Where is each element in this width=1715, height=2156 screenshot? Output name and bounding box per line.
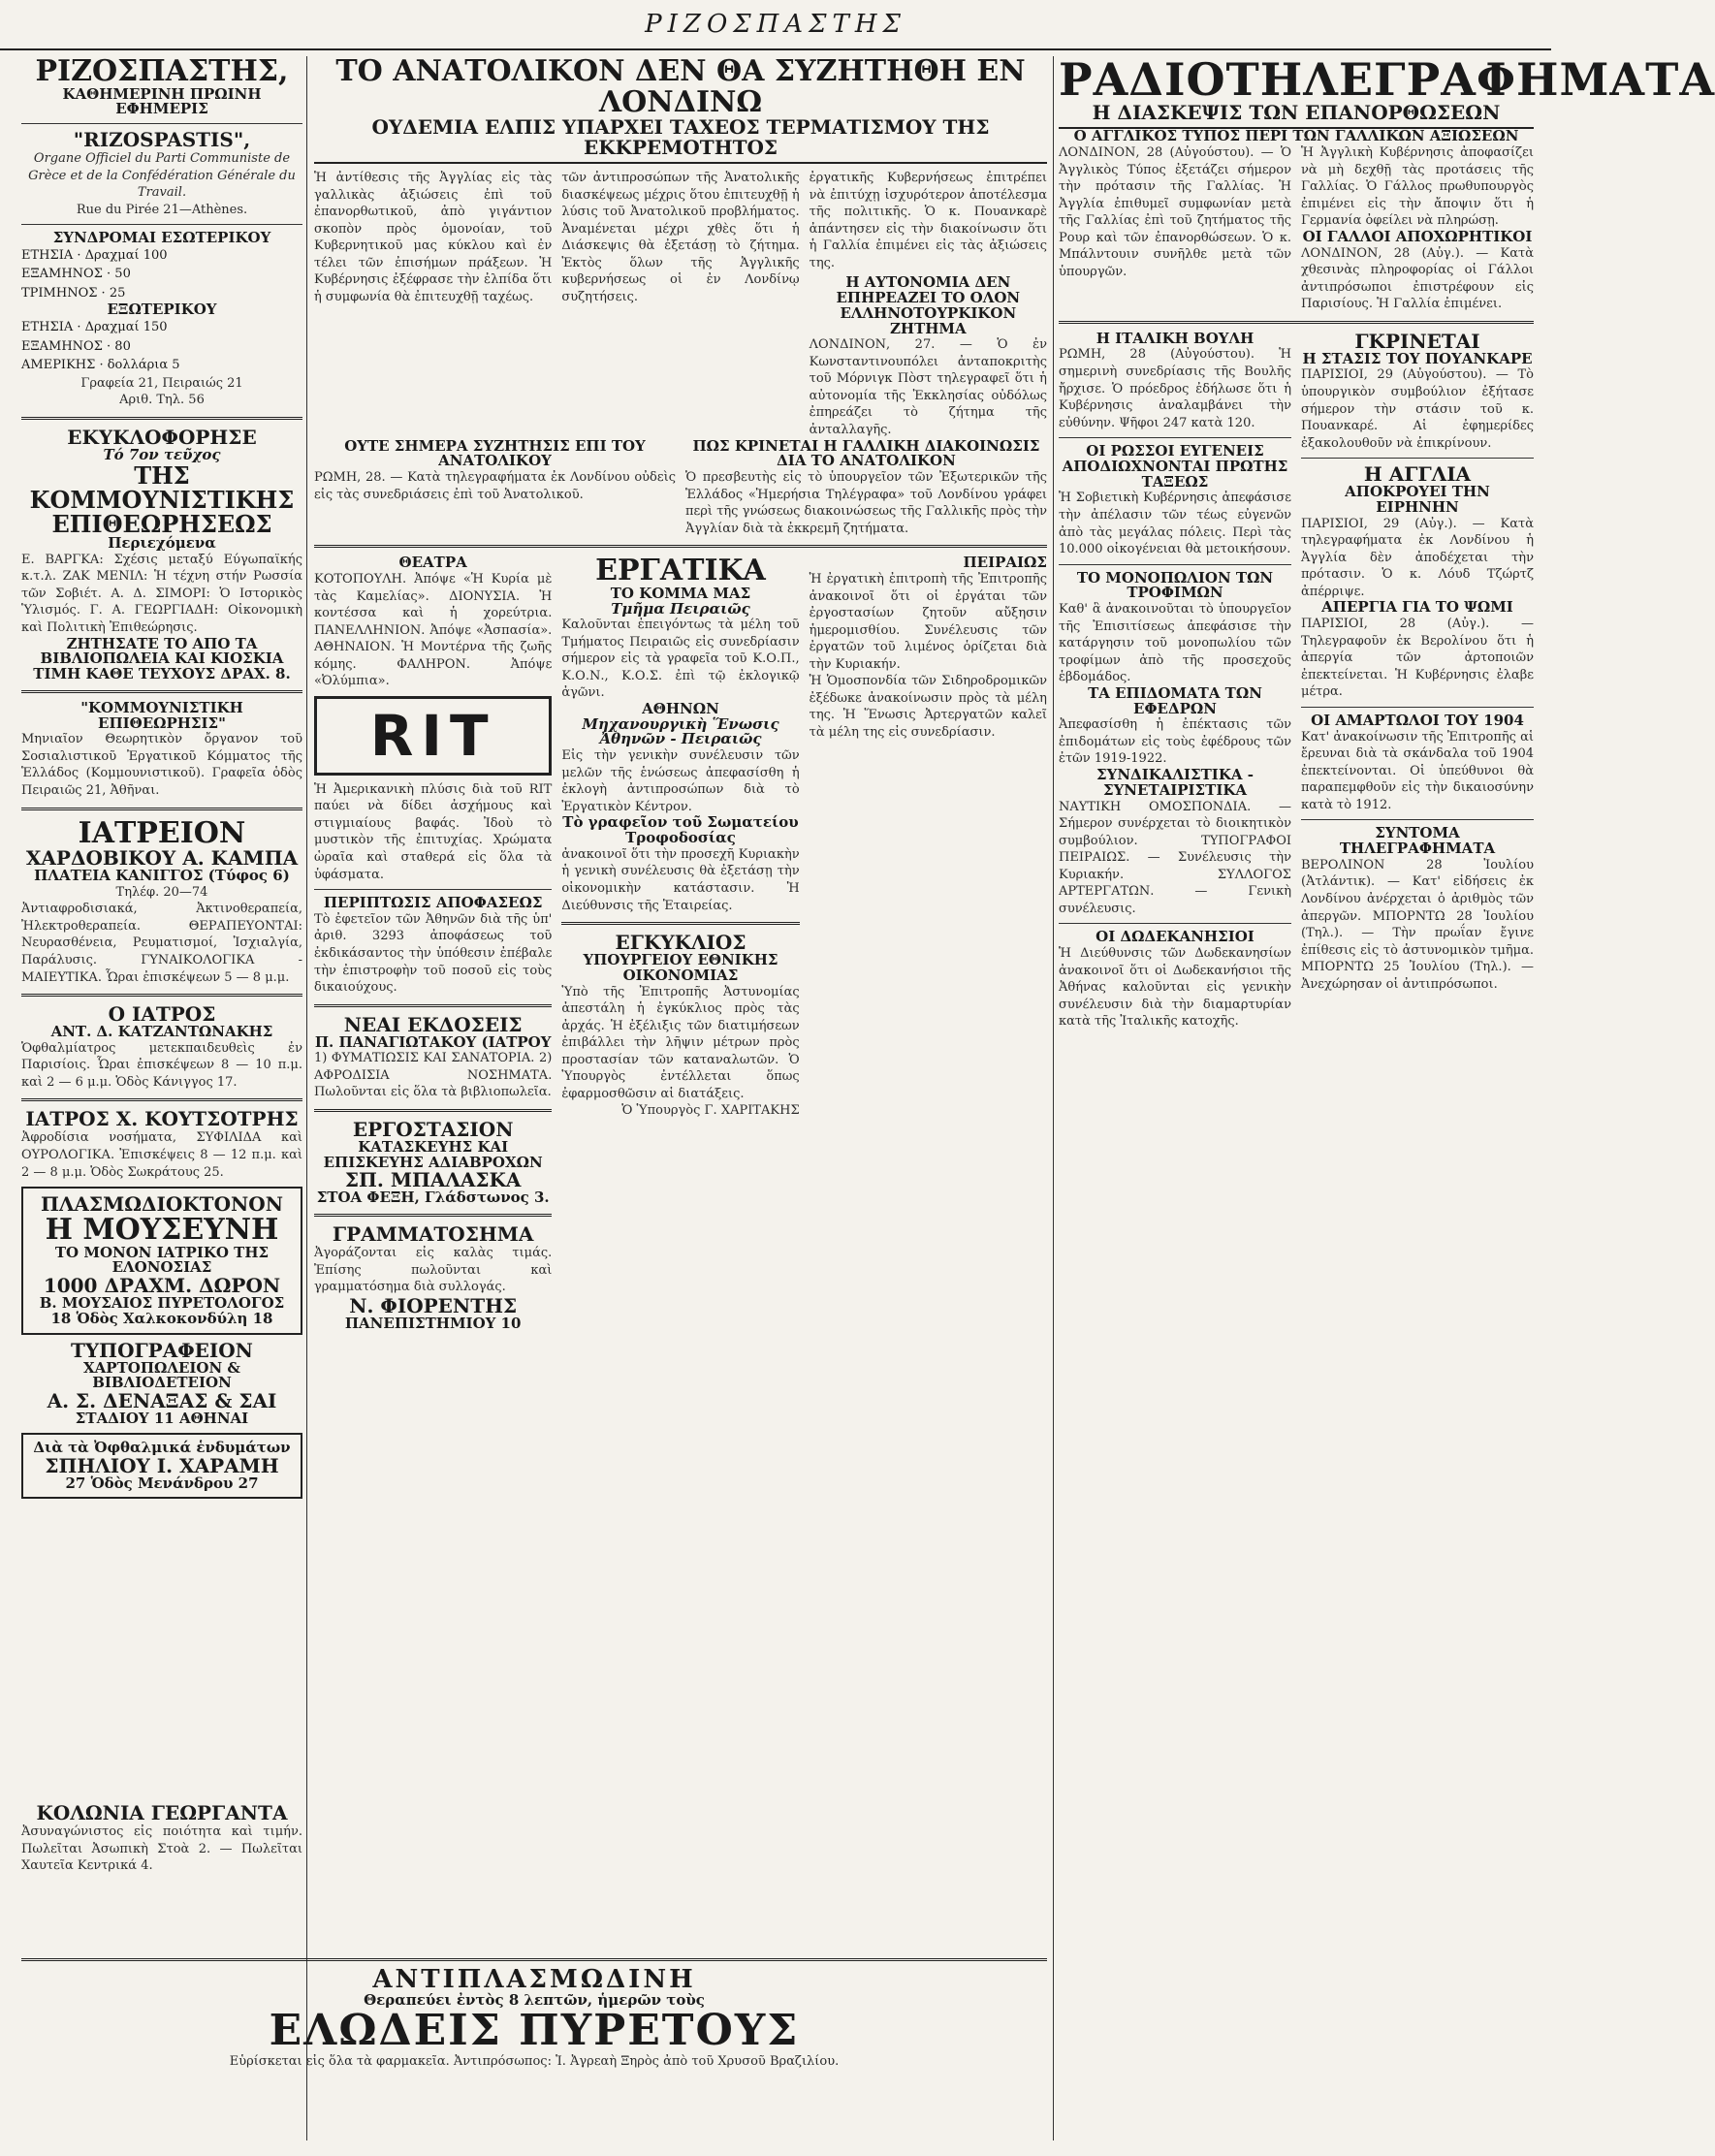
piraeus-body-b: Ἡ Ὁμοσπονδία τῶν Σιδηροδρομικῶν ἐξέδωκε ἀνακοίνωσιν πρὸς τὰ μέλη της. Ἡ Ἕνωσις Ἀρτεργατῶν καλεῖ τὰ μέλη της εἰς συνεδρίασιν. bbox=[809, 674, 1047, 740]
phone: Αριθ. Τηλ. 56 bbox=[119, 393, 205, 408]
circular-sub: ΥΠΟΥΡΓΕΙΟΥ ΕΘΝΙΚΗΣ ΟΙΚΟΝΟΜΙΑΣ bbox=[583, 951, 778, 984]
editions-body: 1) ΦΥΜΑΤΙΩΣΙΣ ΚΑΙ ΣΑΝΑΤΟΡΙΑ. 2) ΑΦΡΟΔΙΣΙΑ ΝΟΣΗΜΑΤΑ. Πωλοῦνται εἰς ὅλα τὰ βιβλιοπωλεῖα. bbox=[314, 1051, 553, 1100]
org-fr: Organe Officiel du Parti Communiste de Grèce et de la Confédération Générale du Travail. bbox=[28, 151, 296, 201]
labor-union-body: Εἰς τὴν γενικὴν συνέλευσιν τῶν μελῶν τῆς ἑνώσεως ἀπεφασίσθη ἡ ἐκλογὴ ἀντιπροσώπων διὰ τὸ Ἐργατικὸν Κέντρον. bbox=[561, 748, 800, 814]
print-head: ΤΥΠΟΓΡΑΦΕΙΟΝ bbox=[71, 1338, 253, 1362]
rome-line: ΡΩΜΗ, 28. — Κατὰ τηλεγραφήματα ἐκ Λονδίνου οὐδεὶς εἰς τὰς συνεδριάσεις ἐπὶ τοῦ Ἀνατολικοῦ. bbox=[314, 470, 676, 502]
workshop-sub: ΚΑΤΑΣΚΕΥΗΣ ΚΑΙ ΕΠΙΣΚΕΥΗΣ ΑΔΙΑΒΡΟΧΩΝ bbox=[323, 1137, 543, 1171]
print-name: ΧΑΡΤΟΠΩΛΕΙΟΝ & ΒΙΒΛΙΟΔΕΤΕΙΟΝ bbox=[83, 1358, 240, 1392]
review-sub: Τό 7ον τεῦχος bbox=[103, 445, 221, 463]
column-rule bbox=[1053, 56, 1054, 2140]
malaria-prize: 1000 ΔΡΑΧΜ. ΔΩΡΟΝ bbox=[43, 1274, 281, 1298]
paper-subtitle: ΚΑΘΗΜΕΡΙΝΗ ΠΡΩΙΝΗ ΕΦΗΜΕΡΙΣ bbox=[62, 84, 262, 118]
notice-head: "ΚΟΜΜΟΥΝΙΣΤΙΚΗ ΕΠΙΘΕΩΡΗΣΙΣ" bbox=[80, 698, 243, 732]
rit-logo: RIT bbox=[314, 696, 552, 776]
workshop-addr: ΣΤΟΑ ΦΕΞΗ, Γλάδστωνος 3. bbox=[316, 1189, 550, 1207]
poincare-sub: Η ΣΤΑΣΙΣ ΤΟΥ ΠΟΥΑΝΚΑΡΕ bbox=[1302, 349, 1533, 367]
seizure-body: Τὸ ἐφετεῖον τῶν Ἀθηνῶν διὰ τῆς ὑπ' ἀριθ. 3293 ἀποφάσεως τοῦ ἐκδικάσαντος τὴν ὑπόθεσιν ἐπέβαλε τὴν ἐπιστροφὴν τοῦ ποσοῦ εἰς τοὺς δικαιούχους. bbox=[314, 911, 553, 996]
review-title: ΤΗΣ ΚΟΜΜΟΥΝΙΣΤΙΚΗΣ ΕΠΙΘΕΩΡΗΣΕΩΣ bbox=[29, 460, 295, 538]
russians-body: Ἡ Σοβιετικὴ Κυβέρνησις ἀπεφάσισε τὴν ἀπέλασιν τῶν τέως εὐγενῶν ἀπὸ τὰς μεγάλας πόλεις. Περὶ τὰς 10.000 οἰκογένειαι θὰ μετοικήσουν. bbox=[1059, 491, 1291, 557]
main-subhead: ΟΥΔΕΜΙΑ ΕΛΠΙΣ ΥΠΑΡΧΕΙ ΤΑΧΕΟΣ ΤΕΡΜΑΤΙΣΜΟΥ ΤΗΣ ΕΚΚΡΕΜΟΤΗΤΟΣ bbox=[314, 117, 1047, 164]
subs-row: ΕΞΑΜΗΝΟΣ · 50 bbox=[21, 267, 131, 282]
tobacco-body: ἀνακοινοῖ ὅτι τὴν προσεχῆ Κυριακὴν ἡ γενικὴ συνέλευσις θὰ ἐξετάσῃ τὴν οἰκονομικὴν κατάστασιν. Ἡ Διεύθυνσις τῆς Ἑταιρείας. bbox=[561, 846, 800, 913]
radio-headline: ΡΑΔΙΟΤΗΛΕΓΡΑΦΗΜΑΤΑ bbox=[1059, 53, 1715, 106]
french-reply: ΛΟΝΔΙΝΟΝ, 28 (Αὐγ.). — Κατὰ χθεσινὰς πληροφορίας οἱ Γάλλοι ἀντιπρόσωποι ἐπιστρέφουν εἰς Παρισίους. Ἡ Γαλλία ἐπιμένει. bbox=[1301, 245, 1534, 312]
subs-row: ΕΞΑΜΗΝΟΣ · 80 bbox=[21, 338, 131, 354]
stamps-body: Ἀγοράζονται εἰς καλὰς τιμάς. Ἐπίσης πωλοῦνται καὶ γραμματόσημα διὰ συλλογάς. bbox=[314, 1246, 553, 1295]
labor-union-head: ΑΘΗΝΩΝ bbox=[642, 699, 719, 717]
poincare-head: ΓΚΡΙΝΕΤΑΙ bbox=[1354, 329, 1480, 353]
stamps-head: ΓΡΑΜΜΑΤΟΣΗΜΑ bbox=[332, 1222, 534, 1247]
cologne-body: Ἀσυναγώνιστος εἰς ποιότητα καὶ τιμήν. Πωλεῖται Ἀσωπικὴ Στοὰ 2. — Πωλεῖται Χαυτεῖα Κεντρικά 4. bbox=[21, 1824, 302, 1874]
unions-body: ΝΑΥΤΙΚΗ ΟΜΟΣΠΟΝΔΙΑ. — Σήμερον συνέρχεται τὸ διοικητικὸν συμβούλιον. ΤΥΠΟΓΡΑΦΟΙ ΠΕΙΡΑΙΩΣ. — Συνέλευσις τὴν Κυριακήν. ΣΥΛΛΟΓΟΣ ΑΡΤΕΡΓΑΤΩΝ. — Γενικὴ συνέλευσις. bbox=[1059, 799, 1291, 916]
lead-a: Ἡ ἀντίθεσις τῆς Ἀγγλίας εἰς τὰς γαλλικὰς ἀξιώσεις ἐπὶ τοῦ ἐπανορθωτικοῦ, ἀπὸ γιγάντιον σκοπὸν πρὸς ὁμονοίαν, τοῦ Κυβερνητικοῦ μας κύκλου καὶ ἐν τέλει τῶν ἐπισήμων πράξεων. Ἡ Κυβέρνησις ἐξέφρασε τὴν ἐλπίδα ὅτι ἡ συμφωνία θὰ ἐπιτευχθῇ ταχέως. bbox=[314, 171, 553, 304]
russians-head: ΟΙ ΡΩΣΣΟΙ ΕΥΓΕΝΕΙΣ bbox=[1086, 442, 1264, 460]
subs-row: ΕΤΗΣΙΑ · Δραχμαί 100 bbox=[21, 247, 168, 263]
stamps-addr: ΠΑΝΕΠΙΣΤΗΜΙΟΥ 10 bbox=[344, 1314, 522, 1332]
paper-title-fr: "RIZOSPASTIS", bbox=[73, 128, 251, 151]
lead-c: ἐργατικῆς Κυβερνήσεως ἐπιτρέπει νὰ ἐπιτύχῃ ἰσχυρότερον ἀποτέλεσμα τῆς πολιτικῆς. Ὁ κ. Πουανκαρὲ ἀπάντησεν εἰς τὴν διακοίνωσιν ὅτι ἡ Γαλλία ἐπιμένει εἰς τὰς ἀξιώσεις της. bbox=[809, 171, 1047, 270]
footer-line3: ΕΛΩΔΕΙΣ ΠΥΡΕΤΟΥΣ bbox=[269, 2006, 800, 2056]
cologne-head: ΚΟΛΩΝΙΑ ΓΕΩΡΓΑΝΤΑ bbox=[36, 1801, 288, 1824]
workshop-name: ΣΠ. ΜΠΑΛΑΣΚΑ bbox=[344, 1168, 522, 1192]
clinic-head: ΙΑΤΡΕΙΟΝ bbox=[78, 815, 246, 850]
doctor-name: ΑΝΤ. Δ. ΚΑΤΖΑΝΤΩΝΑΚΗΣ bbox=[50, 1023, 273, 1041]
masthead: ΡΙΖΟΣΠΑΣΤΗΣ bbox=[0, 0, 1551, 50]
radio-subhead: Η ΔΙΑΣΚΕΨΙΣ ΤΩΝ ΕΠΑΝΟΡΘΩΣΕΩΝ bbox=[1059, 103, 1534, 129]
no-debate-head: ΟΥΤΕ ΣΗΜΕΡΑ ΣΥΖΗΤΗΣΙΣ ΕΠΙ ΤΟΥ ΑΝΑΤΟΛΙΚΟΥ bbox=[344, 436, 646, 470]
circular-body: Ὑπὸ τῆς Ἐπιτροπῆς Ἀστυνομίας ἀπεστάλη ἡ ἐγκύκλιος πρὸς τὰς ἀρχάς. Ἡ ἐξέλιξις τῶν διατιμήσεων ἐπιβάλλει τὴν λῆψιν μέτρων πρὸς προστασίαν τῶν καταναλωτῶν. Ὁ Ὑπουργὸς ἐντέλλεται ὅπως ἐφαρμοσθῶσιν αἱ διατάξεις. bbox=[561, 984, 800, 1101]
poincare-body: ΠΑΡΙΣΙΟΙ, 29 (Αὐγούστου). — Τὸ ὑπουργικὸν συμβούλιον ἐξήτασε σήμερον τὴν στάσιν τοῦ κ. Πουανκαρέ. Αἱ ἐφημερίδες ἐξακολουθοῦν νὰ ἐπικρίνουν. bbox=[1301, 367, 1534, 451]
french-head: ΠΩΣ ΚΡΙΝΕΤΑΙ Η ΓΑΛΛΙΚΗ ΔΙΑΚΟΙΝΩΣΙΣ ΔΙΑ ΤΟ ΑΝΑΤΟΛΙΚΟΝ bbox=[692, 436, 1040, 470]
malaria-name: Η ΜΟΥΣΕΥΝΗ bbox=[45, 1213, 279, 1248]
circular-sign: Ὁ Ὑπουργὸς Γ. ΧΑΡΙΤΑΚΗΣ bbox=[621, 1103, 800, 1119]
footer-ad bbox=[21, 1958, 1047, 2071]
labor-body: Καλοῦνται ἐπειγόντως τὰ μέλη τοῦ Τμήματος Πειραιῶς εἰς συνεδρίασιν σήμερον εἰς τὰ γραφεῖα τοῦ Κ.Ο.Π., Κ.Ο.Ν., Κ.Ο.Σ. ἐπὶ τῷ ἐκλογικῷ ἀγῶνι. bbox=[561, 618, 800, 701]
labor-branch: Τμῆμα Πειραιῶς bbox=[611, 599, 750, 618]
footer-line1: ΑΝΤΙΠΛΑΣΜΩΔΙΝΗ bbox=[372, 1965, 696, 1994]
strike-head: ΑΠΕΡΓΙΑ ΓΙΑ ΤΟ ΨΩΜΙ bbox=[1321, 598, 1513, 617]
stamps-name: Ν. ΦΙΟΡΕΝΤΗΣ bbox=[349, 1293, 518, 1317]
french-body: Ὁ πρεσβευτὴς εἰς τὸ ὑπουργεῖον τῶν Ἐξωτερικῶν τῆς Ἑλλάδος «Ἡμερήσια Τηλέγραφα» τοῦ Λονδίνου γράφει περὶ τῆς γνώσεως διακοινώσεως τῆς Γαλλικῆς πρὸς τὴν Ἀγγλίαν διὰ τὰ ἐκκρεμῆ ζητήματα. bbox=[685, 470, 1047, 536]
sinners-head: ΟΙ ΑΜΑΡΤΩΛΟΙ ΤΟΥ 1904 bbox=[1311, 711, 1524, 729]
subs-foreign-head: ΕΞΩΤΕΡΙΚΟΥ bbox=[107, 301, 217, 319]
main-headline: ΤΟ ΑΝΑΤΟΛΙΚΟΝ ΔΕΝ ΘΑ ΣΥΖΗΤΗΘΗ ΕΝ ΛΟΝΔΙΝΩ bbox=[335, 54, 1026, 119]
workshop-head: ΕΡΓΟΣΤΑΣΙΟΝ bbox=[352, 1117, 514, 1141]
sinners-body: Κατ' ἀνακοίνωσιν τῆς Ἐπιτροπῆς αἱ ἔρευναι διὰ τὰ σκάνδαλα τοῦ 1904 ἐπεκτείνονται. Οἱ ὑπεύθυνοι θὰ παραπεμφθοῦν εἰς τὴν δικαιοσύνην κατὰ τὸ 1912. bbox=[1301, 729, 1534, 812]
clinic-body: Ἀντιαφροδισιακά, Ἀκτινοθεραπεία, Ἠλεκτροθεραπεία. ΘΕΡΑΠΕΥΟΝΤΑΙ: Νευρασθένεια, Ρευματισμοί, Ἰσχιαλγία, Παράλυσις. ΓΥΝΑΙΚΟΛΟΓΙΚΑ - ΜΑΙΕΥΤΙΚΑ. Ὧραι ἐπισκέψεων 5 — 8 μ.μ. bbox=[21, 902, 302, 985]
editions-head: ΝΕΑΙ ΕΚΔΟΣΕΙΣ bbox=[343, 1012, 523, 1036]
editions-name: Π. ΠΑΝΑΓΙΩΤΑΚΟΥ (ΙΑΤΡΟΥ bbox=[314, 1032, 552, 1051]
paper-title: ΡΙΖΟΣΠΑΣΤΗΣ, bbox=[35, 54, 289, 88]
clinic-phone: Τηλέφ. 20—74 bbox=[115, 884, 208, 900]
subs-row: ΕΤΗΣΙΑ · Δραχμαί 150 bbox=[21, 320, 168, 335]
shop-ad bbox=[21, 1433, 302, 1500]
address: Rue du Pirée 21—Athènes. bbox=[76, 202, 248, 217]
footer-line2: Θεραπεύει ἐντὸς 8 λεπτῶν, ἡμερῶν τοὺς bbox=[364, 1991, 705, 2010]
england-head: Η ΑΓΓΛΙΑ bbox=[1363, 462, 1472, 487]
malaria-sub: ΤΟ ΜΟΝΟΝ ΙΑΤΡΙΚΟ ΤΗΣ ΕΛΟΝΟΣΙΑΣ bbox=[54, 1243, 270, 1277]
clinic-name: ΧΑΡΔΟΒΙΚΟΥ Α. ΚΑΜΠΑ bbox=[25, 846, 299, 871]
doctor-body: Ὁφθαλμίατρος μετεκπαιδευθεὶς ἐν Παρισίοις. Ὧραι ἐπισκέψεων 8 — 10 π.μ. καὶ 2 — 6 μ.μ. Ὁδὸς Κάνιγγος 17. bbox=[21, 1040, 302, 1090]
review-footer: ΖΗΤΗΣΑΤΕ ΤΟ ΑΠΟ ΤΑ ΒΙΒΛΙΟΠΩΛΕΙΑ ΚΑΙ ΚΙΟΣΚΙΑ bbox=[40, 634, 284, 668]
dodecanese-body: Ἡ Διεύθυνσις τῶν Δωδεκανησίων ἀνακοινοῖ ὅτι οἱ Δωδεκανήσιοι τῆς Ἀθήνας καλοῦνται εἰς γενικὴν συνέλευσιν διὰ τὴν διαμαρτυρίαν κατὰ τῆς Ἰταλικῆς κατοχῆς. bbox=[1059, 946, 1291, 1030]
subs-head: ΣΥΝΔΡΟΜΑΙ ΕΣΩΤΕΡΙΚΟΥ bbox=[52, 229, 271, 247]
malaria-head: ΠΛΑΣΜΩΔΙΟΚΤΟΝΟΝ bbox=[41, 1192, 283, 1217]
print-addr: ΣΤΑΔΙΟΥ 11 ΑΘΗΝΑΙ bbox=[75, 1410, 249, 1428]
england-body: ΠΑΡΙΣΙΟΙ, 29 (Αὐγ.). — Κατὰ τηλεγραφήματα ἐκ Λονδίνου ἡ Ἀγγλία δὲν ἀποδέχεται τὴν πρότασιν. Ὁ κ. Λόυδ Τζώρτζ ἀπέρριψε. bbox=[1301, 516, 1534, 599]
london-body: ΛΟΝΔΙΝΟΝ, 28 (Αὐγούστου). — Ὁ Ἀγγλικὸς Τύπος ἐξετάζει σήμερον τὴν πρότασιν τῆς Γαλλίας. Ἡ Ἀγγλία ἐπιθυμεῖ συμφωνίαν μετὰ τῆς Γαλλίας ἐπὶ τοῦ ζητήματος τῆς Ρουρ καὶ τῶν ἐπανορθώσεων. Ὁ κ. Μπάλντουιν συνῆλθε μετὰ τῶν ὑπουργῶν. bbox=[1059, 145, 1291, 279]
clinic-addr: ΠΛΑΤΕΙΑ ΚΑΝΙΓΓΟΣ (Τύφος 6) bbox=[34, 867, 290, 885]
review-head: ΕΚΥΚΛΟΦΟΡΗΣΕ bbox=[67, 425, 257, 449]
subs-foreign bbox=[21, 318, 302, 375]
autonomy-head: Η ΑΥΤΟΝΟΜΙΑ ΔΕΝ ΕΠΗΡΕΑΖΕΙ ΤΟ ΟΛΟΝ ΕΛΛΗΝΟΤΟΥΡΚΙΚΟΝ ΖΗΤΗΜΑ bbox=[836, 273, 1021, 337]
shop-addr: 27 Ὁδὸς Μενάνδρου 27 bbox=[65, 1474, 259, 1492]
cologne-ad bbox=[21, 1803, 302, 1875]
unions-head: ΣΥΝΔΙΚΑΛΙΣΤΙΚΑ - ΣΥΝΕΤΑΙΡΙΣΤΙΚΑ bbox=[1096, 766, 1254, 799]
seizure-head: ΠΕΡΙΠΤΩΣΙΣ ΑΠΟΦΑΣΕΩΣ bbox=[323, 894, 543, 912]
butter-head: ΤΑ ΕΠΙΔΟΜΑΤΑ ΤΩΝ ΕΦΕΔΡΩΝ bbox=[1088, 683, 1262, 717]
doctor-head: Ο ΙΑΤΡΟΣ bbox=[108, 1002, 216, 1027]
briefs-head: ΣΥΝΤΟΜΑ ΤΗΛΕΓΡΑΦΗΜΑΤΑ bbox=[1339, 824, 1496, 858]
review-price: ΤΙΜΗ ΚΑΘΕ ΤΕΥΧΟΥΣ ΔΡΑΧ. 8. bbox=[33, 665, 291, 683]
circular-head: ΕΓΚΥΚΛΙΟΣ bbox=[615, 931, 746, 955]
london-body-b: Ἡ Ἀγγλικὴ Κυβέρνησις ἀποφασίζει νὰ μὴ δεχθῇ τὰς προτάσεις τῆς Γαλλίας. Ὁ Γάλλος πρωθυπουργὸς ἐπιμένει εἰς τὴν ἄποψιν ὅτι ἡ Γερμανία ὀφείλει νὰ πληρώσῃ. bbox=[1301, 145, 1534, 229]
piraeus-body: Ἡ ἐργατικὴ ἐπιτροπὴ τῆς Ἐπιτροπῆς ἀνακοινοῖ ὅτι οἱ ἐργάται τῶν ἐργοστασίων ζητοῦν αὔξησιν ἡμερομισθίου. Συνέλευσις τῶν ἐργατῶν τοῦ λιμένος ὁρίζεται διὰ τὴν Κυριακήν. bbox=[809, 572, 1047, 672]
column-rule bbox=[306, 56, 307, 2140]
french-reply-head: ΟΙ ΓΑΛΛΟΙ ΑΠΟΧΩΡΗΤΙΚΟΙ bbox=[1302, 227, 1533, 245]
subs-row: ΤΡΙΜΗΝΟΣ · 25 bbox=[21, 285, 126, 301]
food-head: ΤΟ ΜΟΝΟΠΩΛΙΟΝ ΤΩΝ ΤΡΟΦΙΜΩΝ bbox=[1076, 568, 1274, 602]
malaria-addr: 18 Ὁδὸς Χαλκοκονδύλη 18 bbox=[50, 1309, 273, 1327]
piraeus-head: ΠΕΙΡΑΙΩΣ bbox=[963, 554, 1047, 572]
briefs-body: ΒΕΡΟΛΙΝΟΝ 28 Ἰουλίου (Ἀτλάντικ). — Κατ' εἰδήσεις ἐκ Λονδίνου ἀνέρχεται ὁ ἀριθμὸς τῶν ἀπεργῶν. ΜΠΟΡΝΤΩ 28 Ἰουλίου (Τηλ.). — Τὴν πρωΐαν ἔγινε ἐπίθεσις εἰς τὸ ἀστυνομικὸν τμῆμα. ΜΠΟΡΝΤΩ 25 Ἰουλίου (Τηλ.). — Ἀνεχώρησαν οἱ ἀντιπρόσωποι. bbox=[1301, 857, 1534, 992]
malaria-ad bbox=[21, 1187, 302, 1335]
kout-body: Ἀφροδίσια νοσήματα, ΣΥΦΙΛΙΔΑ καὶ ΟΥΡΟΛΟΓΙΚΑ. Ἐπισκέψεις 8 — 12 π.μ. καὶ 2 — 8 μ.μ. Ὁδὸς Σωκράτους 25. bbox=[21, 1130, 302, 1180]
england-sub: ΑΠΟΚΡΟΥΕΙ ΤΗΝ ΕΙΡΗΝΗΝ bbox=[1345, 483, 1490, 516]
kout-head: ΙΑΤΡΟΣ Χ. ΚΟΥΤΣΟΤΡΗΣ bbox=[25, 1107, 299, 1131]
subs-row: ΑΜΕΡΙΚΗΣ · δολλάρια 5 bbox=[21, 358, 180, 373]
shop-name: ΣΠΗΛΙΟΥ Ι. ΧΑΡΑΜΗ bbox=[45, 1453, 279, 1477]
rit-body: Ἡ Ἀμερικανικὴ πλύσις διὰ τοῦ RIT παύει νὰ δίδει ἀσχήμους καὶ στιγμιαίους βαφάς. Ἰδοὺ τὸ μυστικὸν τῆς ἐπιτυχίας. Χρώματα ὡραῖα καὶ σταθερά εἰς ὅλα τὰ ὑφάσματα. bbox=[314, 781, 553, 882]
russians-sub: ΑΠΟΔΙΩΧΝΟΝΤΑΙ ΠΡΩΤΗΣ ΤΑΞΕΩΣ bbox=[1062, 457, 1288, 491]
theatre-body: ΚΟΤΟΠΟΥΛΗ. Ἀπόψε «Ἡ Κυρία μὲ τὰς Καμελίας». ΔΙΟΝΥΣΙΑ. Ἡ κοντέσσα καὶ ἡ χορεύτρια. ΠΑΝΕΛΛΗΝΙΟΝ. Ἀπόψε «Ἀσπασία». ΑΘΗΝΑΙΟΝ. Ἡ Μοντέρνα τῆς ζωῆς κόμης. ΦΑΛΗΡΟΝ. Ἀπόψε «Ὀλύμπια». bbox=[314, 572, 553, 689]
english-press-head: Ο ΑΓΓΛΙΚΟΣ ΤΥΠΟΣ ΠΕΡΙ ΤΩΝ ΓΑΛΛΙΚΩΝ ΑΞΙΩΣΕΩΝ bbox=[1073, 127, 1519, 145]
subs-interior bbox=[21, 246, 302, 303]
italy-head: Η ΙΤΑΛΙΚΗ ΒΟΥΛΗ bbox=[1096, 329, 1254, 347]
print-owner: Α. Σ. ΔΕΝΑΞΑΣ & ΣΑΙ bbox=[47, 1389, 277, 1413]
footer-line4: Εὑρίσκεται εἰς ὅλα τὰ φαρμακεῖα. Ἀντιπρόσωπος: Ἱ. Ἀγρεαὴ Ξηρὸς ἀπὸ τοῦ Χρυσοῦ Βραζιλίου. bbox=[229, 2054, 840, 2070]
food-body: Καθ' ἃ ἀνακοινοῦται τὸ ὑπουργεῖον τῆς Ἐπισιτίσεως ἀπεφάσισε τὴν κατάργησιν τοῦ μονοπωλίου τῶν τροφίμων ἀπὸ τῆς προσεχοῦς ἑβδομάδος. bbox=[1059, 602, 1291, 685]
lead-b: τῶν ἀντιπροσώπων τῆς Ἀνατολικῆς διασκέψεως μέχρις ὅτου ἐπιτευχθῇ ἡ λύσις τοῦ Ἀνατολικοῦ προβλήματος. Ἀναμένεται μέχρι χθὲς ὅτι ἡ Διάσκεψις θὰ ἐξετάσῃ τὸ ζήτημα. Ἐκτὸς ὅλων τῆς Ἀγγλικῆς κυβερνήσεως οἱ ἐν Λονδίνῳ συζητήσεις. bbox=[561, 171, 800, 304]
labor-sub: ΤΟ ΚΟΜΜΑ ΜΑΣ bbox=[610, 584, 751, 602]
office: Γραφεία 21, Πειραιώς 21 bbox=[80, 375, 243, 391]
right-column bbox=[1059, 53, 1715, 2140]
review-contents: Περιεχόμενα bbox=[108, 534, 216, 553]
review-body: Ε. ΒΑΡΓΚΑ: Σχέσις μεταξύ Εύγωπαϊκής κ.τ.λ. ΖΑΚ ΜΕΝΙΛ: Ἡ τέχνη στήν Ρωσσία τῶν Σοβιέτ. Α. Δ. ΣΙΜΟΡΙ: Ὁ Ιστορικὸς Ὑλισμός. Γ. Α. ΓΕΩΡΓΙΑΔΗ: Οἰκονομικὴ καὶ Πολιτικὴ Ἐπιθεώρησις. bbox=[21, 552, 302, 636]
italy-body: ΡΩΜΗ, 28 (Αὐγούστου). Ἡ σημερινὴ συνεδρίασις τῆς Βουλῆς ἤρχισε. Ὁ πρόεδρος ἐδήλωσε ὅτι ἡ Κυβέρνησις ἀναλαμβάνει τὴν εὐθύνην. Ψῆφοι 247 κατὰ 120. bbox=[1059, 347, 1291, 430]
center-column bbox=[314, 56, 1047, 2140]
theatre-head: ΘΕΑΤΡΑ bbox=[398, 554, 467, 572]
butter-body: Ἀπεφασίσθη ἡ ἐπέκτασις τῶν ἐπιδομάτων εἰς τοὺς ἐφέδρους τῶν ἐτῶν 1919-1922. bbox=[1059, 717, 1291, 767]
dodecanese-head: ΟΙ ΔΩΔΕΚΑΝΗΣΙΟΙ bbox=[1096, 928, 1254, 946]
notice-body: Μηνιαῖον Θεωρητικὸν ὄργανον τοῦ Σοσιαλιστικοῦ Ἐργατικοῦ Κόμματος τῆς Ἑλλάδος (Κομμουνιστικοῦ). Γραφεῖα ὁδὸς Πειραιῶς 21, Ἀθῆναι. bbox=[21, 732, 302, 798]
labor-union: Μηχανουργικὴ Ἕνωσις Ἀθηνῶν - Πειραιῶς bbox=[582, 714, 779, 748]
shop-head: Διὰ τὰ Ὀφθαλμικά ἑνδυμάτων bbox=[33, 1438, 291, 1456]
tobacco-head: Τὸ γραφεῖον τοῦ Σωματείου Τροφοδοσίας bbox=[562, 813, 799, 847]
labor-head: ΕΡΓΑΤΙΚΑ bbox=[595, 554, 766, 588]
autonomy-body: ΛΟΝΔΙΝΟΝ, 27. — Ὁ ἐν Κωνσταντινουπόλει ἀνταποκριτὴς τοῦ Μόρνιγκ Πὸστ τηλεγραφεῖ ὅτι ἡ αὐτονομία τῆς Ἐκκλησίας οὐδόλως ἐπηρεάζει τὸ ζήτημα τῆς ἀνταλλαγῆς. bbox=[809, 337, 1047, 438]
strike-body: ΠΑΡΙΣΙΟΙ, 28 (Αὐγ.). — Τηλεγραφοῦν ἐκ Βερολίνου ὅτι ἡ ἀπεργία τῶν ἀρτοποιῶν ἐπεκτείνεται. Ἡ Κυβέρνησις ἐλαβε μέτρα. bbox=[1301, 617, 1534, 700]
malaria-maker: Β. ΜΟΥΣΑΙΟΣ ΠΥΡΕΤΟΛΟΓΟΣ bbox=[39, 1294, 285, 1313]
